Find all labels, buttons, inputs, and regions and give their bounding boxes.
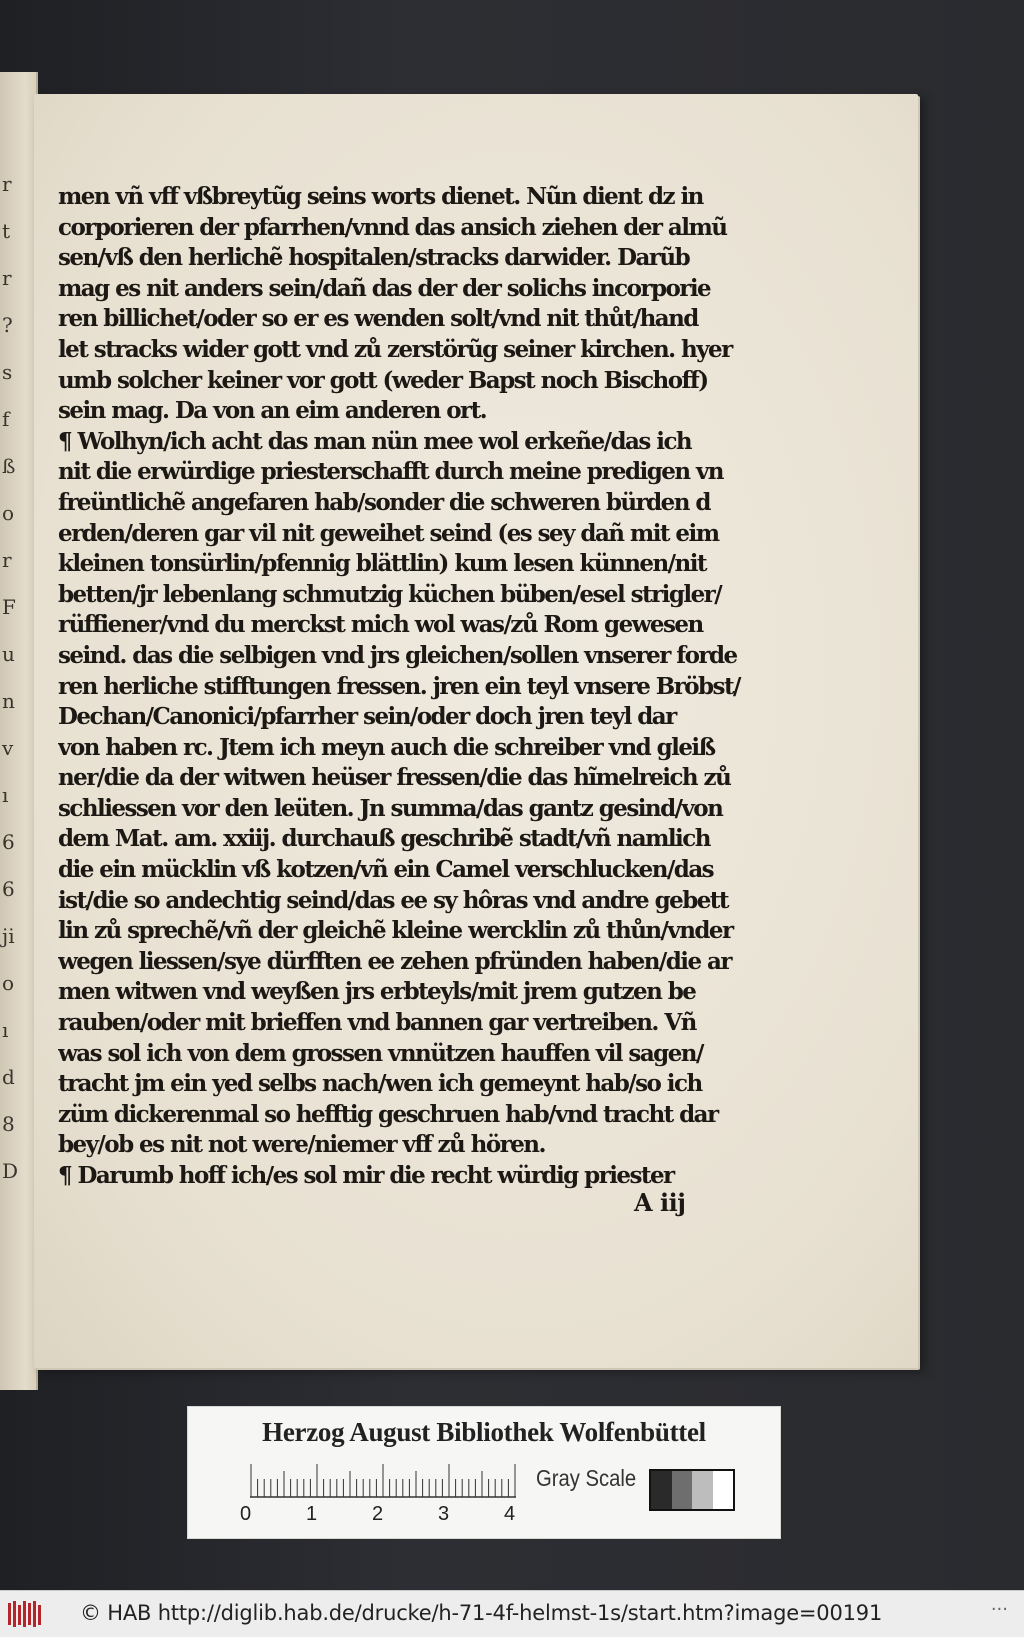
text-line: wegen liessen/sye dürfften ee zehen pfründen haben/die ar <box>58 947 731 975</box>
text-line: sen/vß den herlichẽ hospitalen/stracks darwider. Darũb <box>58 244 690 272</box>
page-text-block <box>58 182 788 1192</box>
edge-glyph: d <box>2 1065 15 1089</box>
text-line: men vñ vff vßbreytũg seins worts dienet. Nũn dient dz in <box>58 183 703 210</box>
text-line: von haben rc. Jtem ich meyn auch die schreiber vnd gleiß <box>58 733 715 761</box>
ruler-number: 1 <box>306 1503 318 1525</box>
gray-patch <box>713 1471 734 1509</box>
ruler-number: 3 <box>438 1503 450 1525</box>
text-line: nit die erwürdige priesterschafft durch meine predigen vn <box>58 458 723 486</box>
text-line: umb solcher keiner vor gott (weder Bapst noch Bischoff) <box>58 366 708 394</box>
text-line: rüffiener/vnd du merckst mich wol was/zů Rom gewesen <box>58 611 703 639</box>
edge-glyph: t <box>2 219 11 243</box>
edge-glyph: u <box>2 642 15 666</box>
text-line: kleinen tonsürlin/pfennig blättlin) kum lesen künnen/nit <box>58 550 706 578</box>
edge-glyph: ji <box>2 924 15 948</box>
edge-glyph: ? <box>2 313 13 337</box>
text-line: züm dickerenmal so hefftig geschruen hab/vnd tracht dar <box>58 1100 718 1128</box>
edge-glyph: 6 <box>2 877 15 901</box>
ruler-number: 4 <box>504 1503 516 1525</box>
footer-bar <box>0 1590 1024 1637</box>
text-line: Dechan/Canonici/pfarrher sein/oder doch jren teyl dar <box>58 703 676 731</box>
color-target-card <box>188 1407 780 1538</box>
edge-glyph: r <box>2 548 12 572</box>
text-line: mag es nit anders sein/dañ das der der solichs incorporie <box>58 274 711 302</box>
gray-scale-label: Gray Scale <box>536 1465 637 1491</box>
edge-glyph: r <box>2 172 12 196</box>
text-line: ner/die da der witwen heüser fressen/die das hĩmelreich zů <box>58 764 731 792</box>
text-line: ist/die so andechtig seind/das ee sy hôras vnd andre gebett <box>58 886 728 914</box>
text-line: men witwen vnd weyßen jrs erbteyls/mit jrem gutzen be <box>58 978 696 1006</box>
edge-glyph: 8 <box>2 1112 15 1136</box>
more-options-icon[interactable]: ··· <box>990 1599 1008 1620</box>
gray-patch <box>692 1471 713 1509</box>
text-line: seind. das die selbigen vnd jrs gleichen/sollen vnserer forde <box>58 641 737 669</box>
edge-glyph: r <box>2 266 12 290</box>
edge-glyph: F <box>2 595 16 619</box>
text-line: lin zů sprechẽ/vñ der gleichẽ kleine wercklin zů thůn/vnder <box>58 917 733 945</box>
text-line: tracht jm ein yed selbs nach/wen ich gemeynt hab/so ich <box>58 1070 702 1098</box>
text-line: rauben/oder mit brieffen vnd bannen gar vertreiben. Vñ <box>58 1009 696 1037</box>
text-line: was sol ich von dem grossen vnnützen hauffen vil sagen/ <box>58 1039 703 1067</box>
gray-patch <box>651 1471 672 1509</box>
text-line: ¶ Wolhyn/ich acht das man nün mee wol erkeñe/das ich <box>58 427 692 455</box>
text-line: sein mag. Da von an eim anderen ort. <box>58 397 487 425</box>
edge-glyph: ß <box>2 454 16 478</box>
ruler-number: 2 <box>372 1503 384 1525</box>
edge-glyph: 6 <box>2 830 15 854</box>
text-line: let stracks wider gott vnd zů zerstörũg seiner kirchen. hyer <box>58 335 732 363</box>
edge-glyph: s <box>2 360 13 384</box>
copyright-url[interactable]: © HAB http://diglib.hab.de/drucke/h-71-4f-helmst-1s/start.htm?image=00191 <box>80 1601 883 1625</box>
text-line: ¶ Darumb hoff ich/es sol mir die recht würdig priester <box>58 1162 674 1189</box>
edge-glyph: v <box>2 736 14 760</box>
edge-glyph: n <box>2 689 15 713</box>
ruler-scale <box>250 1464 520 1498</box>
edge-glyph: o <box>2 501 15 525</box>
text-line: freüntlichẽ angefaren hab/sonder die schweren bürden d <box>58 488 710 516</box>
edge-glyph: D <box>2 1159 19 1183</box>
gray-patch <box>672 1471 693 1509</box>
book-page <box>34 94 918 1368</box>
hab-logo-icon <box>6 1599 46 1629</box>
ruler-number: 0 <box>240 1503 252 1525</box>
text-line: schliessen vor den leüten. Jn summa/das gantz gesind/von <box>58 794 723 822</box>
text-line: erden/deren gar vil nit geweihet seind (es sey dañ mit eim <box>58 519 719 547</box>
text-line: ren billichet/oder so er es wenden solt/vnd nit thůt/hand <box>58 305 698 333</box>
library-name: Herzog August Bibliothek Wolfenbüttel <box>262 1417 706 1447</box>
text-line: die ein mücklin vß kotzen/vñ ein Camel verschlucken/das <box>58 856 714 884</box>
text-line: corporieren der pfarrhen/vnnd das ansich ziehen der almũ <box>58 213 727 241</box>
text-line: ren herliche stifftungen fressen. jren ein teyl vnsere Bröbst/ <box>58 672 740 700</box>
ruler-numbers <box>240 1503 540 1529</box>
text-line: betten/jr lebenlang schmutzig küchen büben/esel strigler/ <box>58 580 722 608</box>
text-line: bey/ob es nit not were/niemer vff zů hören. <box>58 1131 545 1159</box>
edge-glyph: f <box>2 407 10 431</box>
edge-glyph: o <box>2 971 15 995</box>
edge-glyph: ı <box>2 783 9 807</box>
signature-mark: A iij <box>634 1188 686 1217</box>
previous-page-edge <box>0 72 38 1390</box>
gray-scale-patches <box>649 1469 735 1511</box>
edge-glyph: ı <box>2 1018 9 1042</box>
text-line: dem Mat. am. xxiij. durchauß geschribẽ stadt/vñ namlich <box>58 825 710 853</box>
